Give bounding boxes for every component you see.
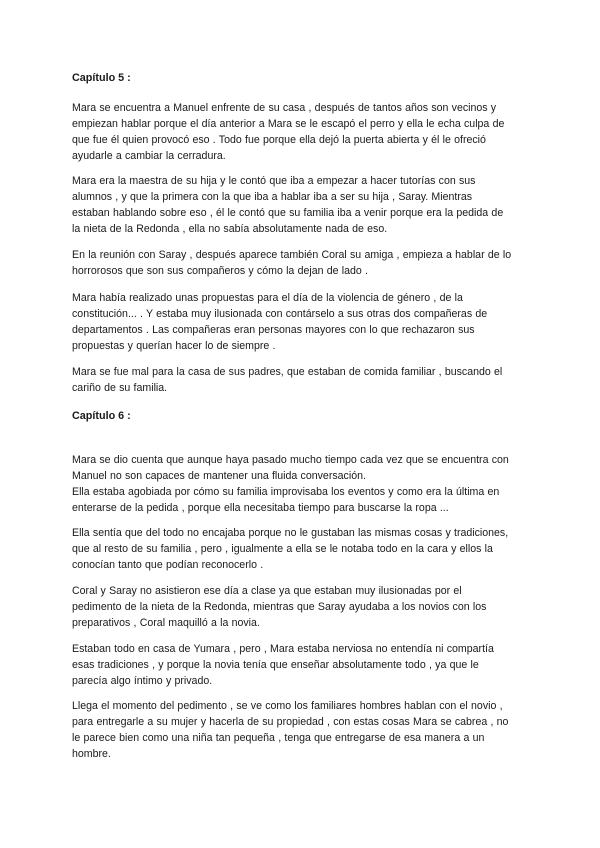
text-line: ayudarle a cambiar la cerradura. [72,150,226,162]
text-line: pedimento de la nieta de la Redonda, mientras que Saray ayudaba a los novios con los [72,601,487,613]
chapter-5-paragraph-1 [72,100,534,164]
text-line: En la reunión con Saray , después aparece también Coral su amiga , empieza a hablar de lo [72,249,512,261]
text-line: esas tradiciones , y porque la novia tenía que enseñar absolutamente todo , ya que le [72,659,479,671]
text-line: Mara se dio cuenta que aunque haya pasado mucho tiempo cada vez que se encuentra con [72,454,509,466]
text-line: estaban hablando sobre eso , él le contó que su familia iba a venir porque era la pedida de [72,207,504,219]
chapter-5-paragraph-3 [72,247,534,279]
text-line: que al resto de su familia , pero , igualmente a ella se le notaba todo en la cara y ellos la [72,543,493,555]
text-line: cariño de su familia. [72,382,168,394]
text-line: Llega el momento del pedimento , se ve como los familiares hombres hablan con el novio , [72,700,503,712]
text-line: Estaban todo en casa de Yumara , pero , Mara estaba nerviosa no entendía ni compartía [72,643,494,655]
text-line: Mara había realizado unas propuestas para el día de la violencia de género , de la [72,292,463,304]
chapter-5-title: Capítulo 5 : [72,72,131,84]
text-line: para entregarle a su mujer y hacerla de su propiedad , con estas cosas Mara se cabrea , no [72,716,509,728]
text-line: Mara era la maestra de su hija y le contó que iba a empezar a hacer tutorías con sus [72,175,476,187]
text-line: enterarse de la pedida , porque ella necesitaba tiempo para buscarse la ropa ... [72,502,449,514]
text-line: Manuel no son capaces de mantener una fluida conversación. [72,470,366,482]
chapter-5-paragraph-4 [72,290,534,354]
text-line: constitución... . Y estaba muy ilusionada con contárselo a sus otras dos compañeras de [72,308,488,320]
chapter-6-paragraph-1 [72,452,534,516]
text-line: parecía algo íntimo y privado. [72,675,213,687]
text-line: hombre. [72,748,111,760]
chapter-6-paragraph-5 [72,698,534,762]
text-line: alumnos , y que la primera con la que iba a hablar iba a ser su hija , Saray. Mientras [72,191,473,203]
text-line: Mara se encuentra a Manuel enfrente de su casa , después de tantos años son vecinos y [72,102,497,114]
chapter-5-paragraph-5 [72,364,534,396]
text-line: propuestas y querían hacer lo de siempre . [72,340,276,352]
text-line: empiezan hablar porque el día anterior a Mara se le escapó el perro y ella le echa culpa de [72,118,505,130]
text-line: que fue él quien provocó eso . Todo fue porque ella dejó la puerta abierta y él le ofreció [72,134,486,146]
chapter-6-heading-block [72,408,534,424]
text-line: conocían tanto que podían reconocerlo . [72,559,264,571]
text-line: le parece bien como una niña tan pequeña , tenga que entregarse de esa manera a un [72,732,485,744]
chapter-5-paragraph-2 [72,173,534,237]
chapter-6-paragraph-3 [72,583,534,631]
text-line: horrorosos que son sus compañeros y cómo la dejan de lado . [72,265,368,277]
text-line: la nieta de la Redonda , ella no sabía absolutamente nada de eso. [72,223,388,235]
chapter-5-heading-block [72,70,534,86]
chapter-6-title: Capítulo 6 : [72,410,131,422]
text-line: Ella estaba agobiada por cómo su familia improvisaba los eventos y como era la última en [72,486,500,498]
text-line: departamentos . Las compañeras eran personas mayores con lo que rechazaron sus [72,324,475,336]
chapter-6-paragraph-4 [72,641,534,689]
chapter-6-paragraph-2 [72,525,534,573]
text-line: Coral y Saray no asistieron ese día a clase ya que estaban muy ilusionadas por el [72,585,462,597]
text-line: Mara se fue mal para la casa de sus padres, que estaban de comida familiar , buscando el [72,366,503,378]
text-line: Ella sentía que del todo no encajaba porque no le gustaban las mismas cosas y tradiciones, [72,527,509,539]
text-line: preparativos , Coral maquilló a la novia. [72,617,260,629]
